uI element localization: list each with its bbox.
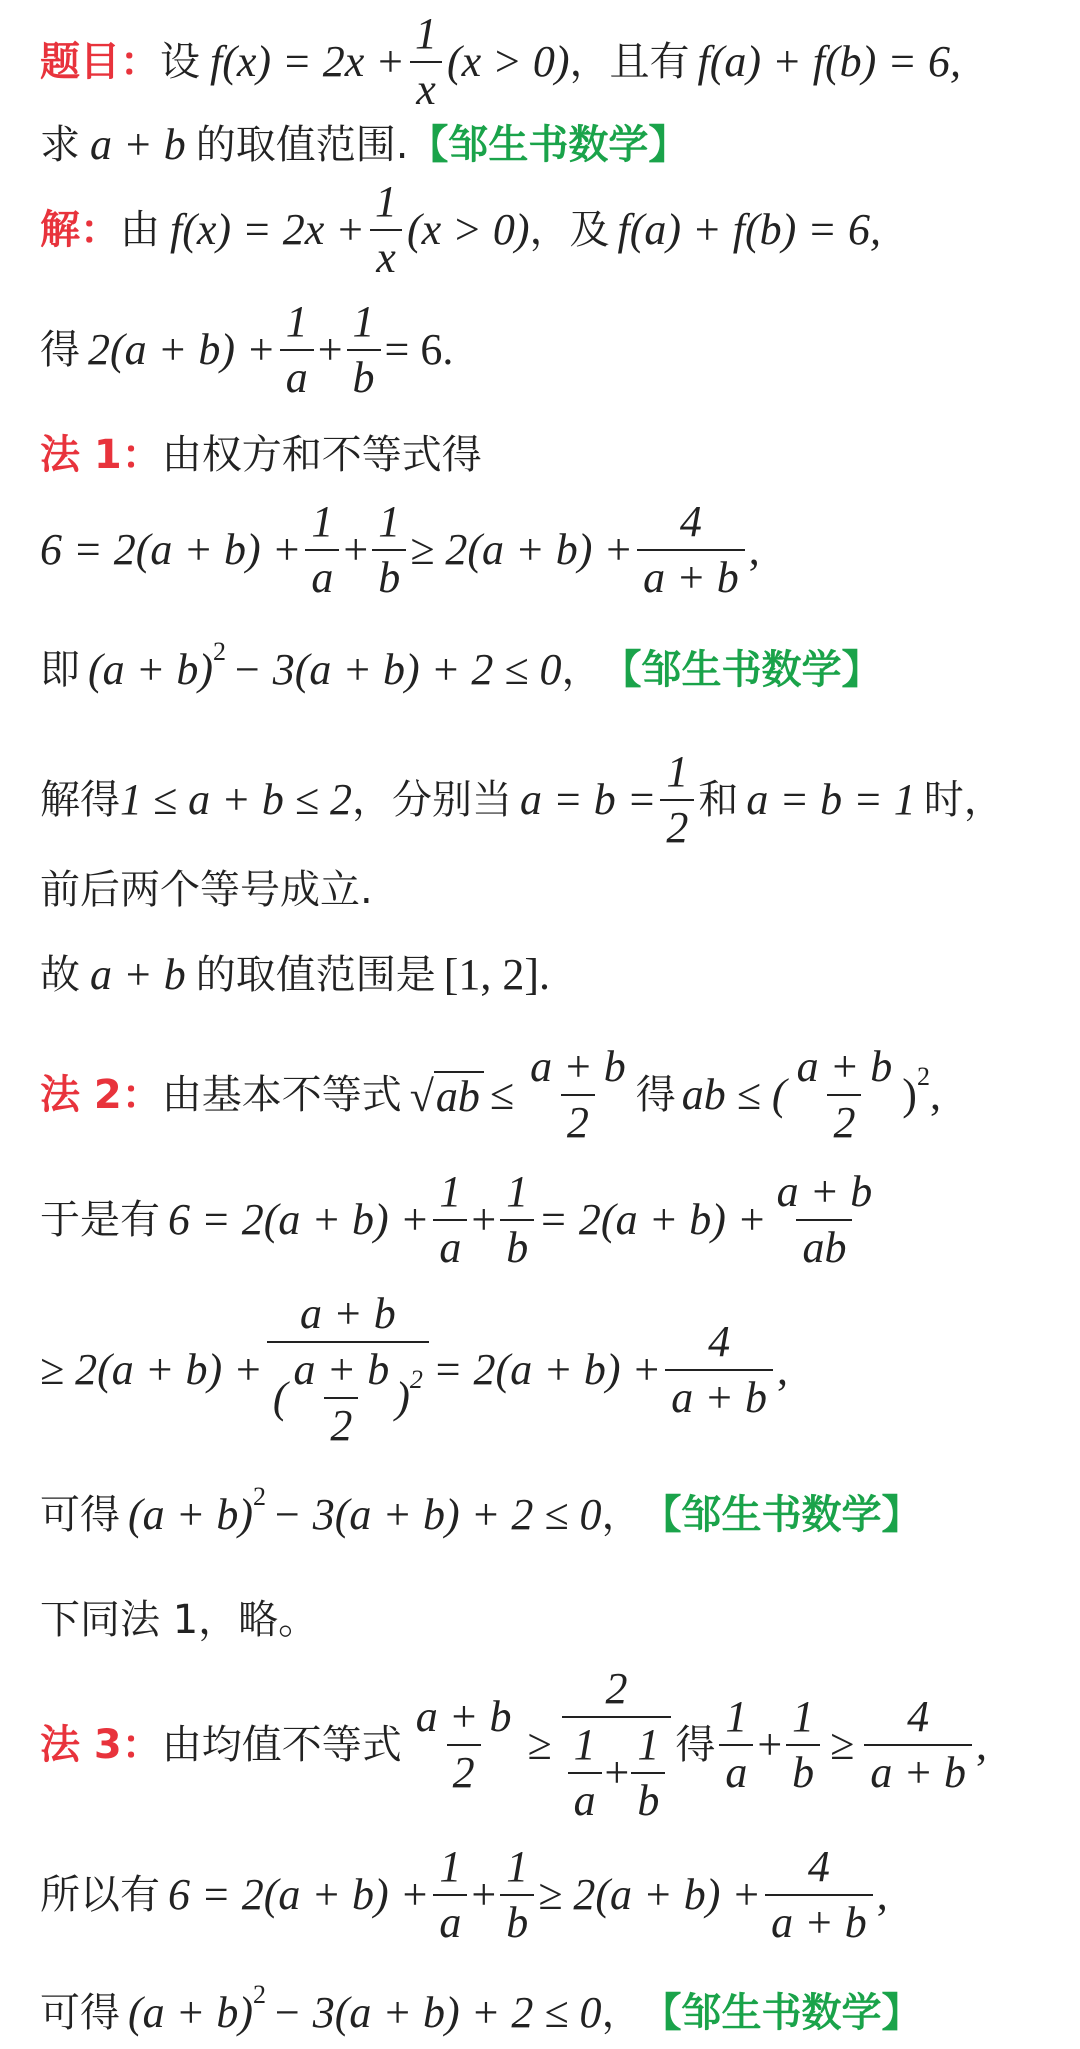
method-3-step: 所以有 6 = 2(a + b) + $\frac{1}{a}$ + $\frac{1}{b}$ ≥ 2(a + b) + $\frac{4}{a + b}$ , [40, 1841, 888, 1947]
fraction: $\frac{1}{b}$ [372, 499, 406, 601]
fraction: $\frac{1}{a}$ [433, 1169, 467, 1271]
fraction: $\frac{4}{a + b}$ [637, 499, 745, 601]
method-1-conclusion: 故 a + b 的取值范围是 [1, 2]. [40, 950, 551, 999]
fraction: $\frac{1}{a}$ [280, 299, 314, 401]
method-2-label: 法 2： [40, 1072, 162, 1118]
solution-line-2: 得 2(a + b) + $\frac{1}{a}$ + $\frac{1}{b}$ = 6. [40, 296, 454, 402]
fraction: $\frac{a + b}{2}$ [530, 1041, 626, 1147]
method-2-quadratic: 可得 (a + b) 2 − 3(a + b) + 2 ≤ 0 ， 【邹生书数学】 [40, 1482, 922, 1539]
solution-line-1: 解： 由 f(x) = 2x + $\frac{1}{x}$ (x > 0) ，及 f(a) + f(b) = 6, [40, 176, 881, 282]
method-3-quadratic: 可得 (a + b) 2 − 3(a + b) + 2 ≤ 0 ， 【邹生书数学】 [40, 1979, 922, 2037]
fraction: $\frac{4}{a + b}$ [864, 1694, 972, 1796]
fraction: $\frac{1}{x}$ [369, 179, 403, 281]
fraction: $\frac{a + b}{2}$ [796, 1041, 893, 1147]
fraction: $\frac{1}{a}$ [719, 1694, 753, 1796]
sqrt: √ ab [410, 1071, 484, 1119]
fraction: a + b ( $\frac{a + b}{2}$ ) 2 [267, 1291, 429, 1450]
method-1-label: 法 1： [40, 432, 162, 478]
fraction: $\frac{1}{a}$ [305, 499, 339, 601]
method-2-header: 法 2： 由基本不等式 √ ab ≤ $\frac{a + b}{2}$ 得 ab ≤ ( $\frac{a + b}{2}$ ) 2 , [40, 1041, 941, 1147]
watermark: 【邹生书数学】 [408, 122, 689, 168]
fraction: $\frac{4}{a + b}$ [765, 1844, 873, 1946]
fraction: $\frac{1}{b}$ [347, 299, 381, 401]
fraction: $\frac{4}{a + b}$ [665, 1319, 773, 1421]
method-1-quadratic: 即 (a + b) 2 − 3(a + b) + 2 ≤ 0 ， 【邹生书数学】 [40, 637, 882, 694]
fraction: $\frac{1}{b}$ [786, 1694, 820, 1796]
method-2-step-1: 于是有 6 = 2(a + b) + $\frac{1}{a}$ + $\frac{1}{b}$ = 2(a + b) + $\frac{a + b}{ab}$ [40, 1165, 882, 1275]
method-1-result: 解得 1 ≤ a + b ≤ 2 ，分别当 a = b = $\frac{1}{2}$ 和 a = b = 1 时， [40, 746, 1004, 852]
method-1-equation: 6 = 2(a + b) + $\frac{1}{a}$ + $\frac{1}{b}$ ≥ 2(a + b) + $\frac{4}{a + b}$ , [40, 496, 760, 602]
method-1-equality: 前后两个等号成立. [40, 867, 373, 913]
watermark: 【邹生书数学】 [601, 647, 882, 693]
fraction: $\frac{1}{b}$ [500, 1844, 534, 1946]
method-1-header: 法 1： 由权方和不等式得 [40, 432, 482, 478]
problem-line-2: 求 a + b 的取值范围. 【邹生书数学】 [40, 120, 689, 169]
problem-line-1: 题目： 设 f(x) = 2x + $\frac{1}{x}$ (x > 0) ，且有 f(a) + f(b) = 6, [40, 8, 961, 114]
fraction: $\frac{1}{b}$ [500, 1169, 534, 1271]
method-2-note: 下同法 1，略。 [40, 1597, 319, 1643]
method-3-header: 法 3： 由均值不等式 $\frac{a + b}{2}$ ≥ 2 $\frac{1}{a}$ + $\frac{1}{b}$ 得 $\frac{1}{a}$ + $\frac{1}{b}$ ≥ $\frac{4}{a + b}$ , [40, 1663, 988, 1826]
fraction: $\frac{a + b}{2}$ [415, 1691, 512, 1797]
fraction: $\frac{1}{2}$ [660, 749, 694, 851]
problem-label: 题目： [40, 39, 160, 85]
method-2-step-2: ≥ 2(a + b) + a + b ( $\frac{a + b}{2}$ ) 2 = 2(a + b) + $\frac{4}{a + b}$ , [40, 1288, 788, 1451]
fraction: $\frac{a + b}{ab}$ [776, 1166, 873, 1272]
watermark: 【邹生书数学】 [641, 1492, 922, 1538]
fraction: $\frac{1}{x}$ [409, 11, 443, 113]
fraction: 2 $\frac{1}{a}$ + $\frac{1}{b}$ [562, 1666, 672, 1825]
watermark: 【邹生书数学】 [641, 1989, 922, 2036]
method-3-label: 法 3： [40, 1722, 162, 1768]
solution-label: 解： [40, 207, 120, 253]
fraction: $\frac{1}{a}$ [433, 1844, 467, 1946]
